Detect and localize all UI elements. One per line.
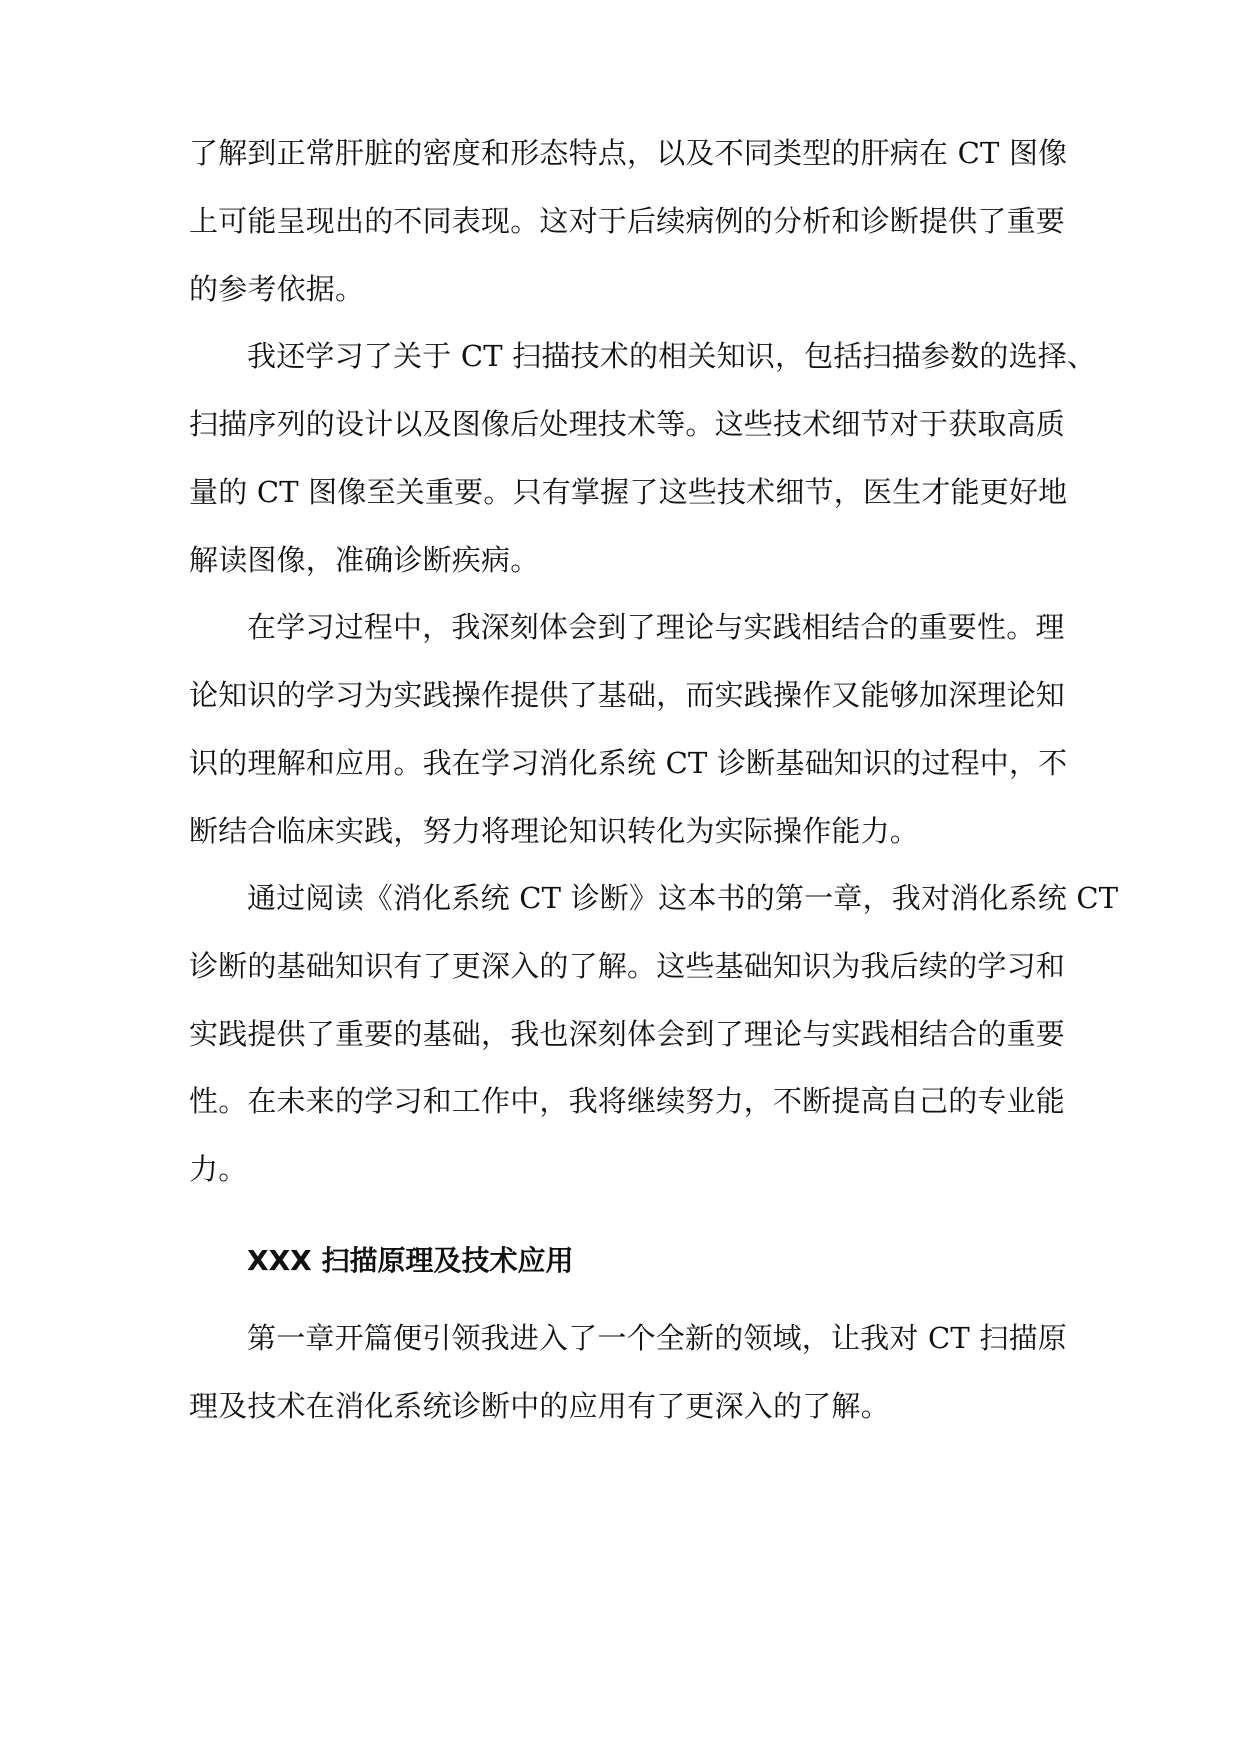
paragraph-1-line-2: 上可能呈现出的不同表现。这对于后续病例的分析和诊断提供了重要 [189,204,1066,238]
paragraph-4-line-5: 力。 [189,1152,248,1186]
paragraph-3-line-2: 论知识的学习为实践操作提供了基础，而实践操作又能够加深理论知 [189,678,1066,712]
paragraph-2-line-3: 量的 CT 图像至关重要。只有掌握了这些技术细节，医生才能更好地 [189,475,1068,509]
paragraph-3-line-1: 在学习过程中，我深刻体会到了理论与实践相结合的重要性。理 [247,610,1065,644]
paragraph-4-line-1: 通过阅读《消化系统 CT 诊断》这本书的第一章，我对消化系统 CT [247,881,1119,915]
paragraph-2-line-2: 扫描序列的设计以及图像后处理技术等。这些技术细节对于获取高质 [189,407,1066,441]
paragraph-2-line-1: 我还学习了关于 CT 扫描技术的相关知识，包括扫描参数的选择、 [247,339,1097,373]
paragraph-4-line-2: 诊断的基础知识有了更深入的了解。这些基础知识为我后续的学习和 [189,949,1066,983]
paragraph-2-line-4: 解读图像，准确诊断疾病。 [189,543,540,577]
section-heading: XXX 扫描原理及技术应用 [247,1244,574,1277]
paragraph-5-line-2: 理及技术在消化系统诊断中的应用有了更深入的了解。 [189,1389,890,1423]
paragraph-4-line-4: 性。在未来的学习和工作中，我将继续努力，不断提高自己的专业能 [189,1084,1066,1118]
paragraph-3-line-4: 断结合临床实践，努力将理论知识转化为实际操作能力。 [189,814,920,848]
paragraph-4-line-3: 实践提供了重要的基础，我也深刻体会到了理论与实践相结合的重要 [189,1017,1066,1051]
paragraph-1-line-1: 了解到正常肝脏的密度和形态特点，以及不同类型的肝病在 CT 图像 [189,136,1068,170]
paragraph-5-line-1: 第一章开篇便引领我进入了一个全新的领域，让我对 CT 扫描原 [247,1321,1067,1355]
paragraph-1-line-3: 的参考依据。 [189,272,365,306]
paragraph-3-line-3: 识的理解和应用。我在学习消化系统 CT 诊断基础知识的过程中，不 [189,746,1068,780]
